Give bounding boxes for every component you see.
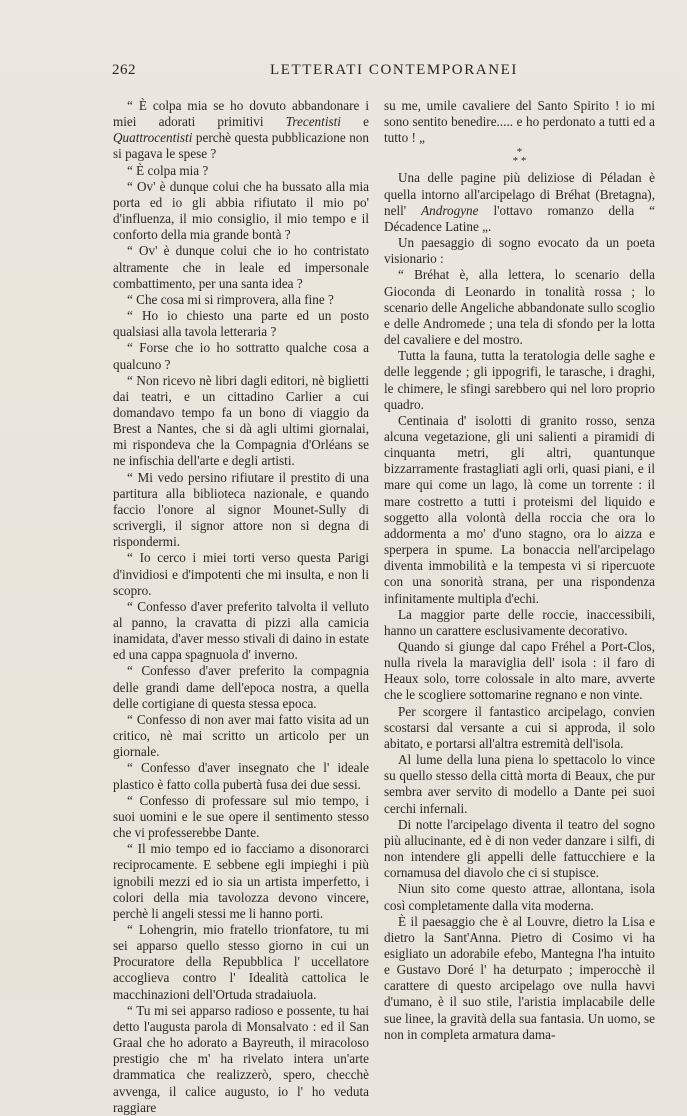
left-column-paragraph: “ Mi vedo persino rifiutare il prestito di una partitura alla biblioteca nazionale, e quando faccio l'onore al signor Mounet-Sully di scrivergli, il signor attore non si degna di rispondermi. <box>113 469 369 550</box>
right-text-column <box>384 98 655 1043</box>
running-title: LETTERATI CONTEMPORANEI <box>270 62 519 78</box>
left-column-paragraph: “ Non ricevo nè libri dagli editori, nè biglietti dai teatri, e un cittadino Carlier a cui domandavo tempo fa un bono di viaggio da Brest a Nantes, che si dà agli ultimi giornalai, mi rispondeva che la Compagnia d'Orléans se ne infischia dell'arte e degli artisti. <box>113 372 369 469</box>
left-column-paragraph: “ Forse che io ho sottratto qualche cosa a qualcuno ? <box>113 340 369 372</box>
left-column-paragraph: “ Confesso d'aver preferito talvolta il velluto al panno, la cravatta di pizzi alla camicia inamidata, d'aver messo stivali di daino in estate ed una cappa spagnuola d' inverno. <box>113 598 369 663</box>
left-column-paragraph: “ Io cerco i miei torti verso questa Parigi d'invidiosi e d'impotenti che mi insulta, e non li scopro. <box>113 550 369 598</box>
left-column-paragraph: “ È colpa mia se ho dovuto abbandonare i miei adorati primitivi Trecentisti e Quattrocentisti perchè questa pubblicazione non si pagava le spese ? <box>113 98 369 162</box>
left-column-paragraph: “ Ov' è dunque colui che io ho contristato altramente che in leale ed impersonale combattimento, per una santa idea ? <box>113 243 369 291</box>
right-column-paragraph: Centinaia d' isolotti di granito rosso, senza alcuna vegetazione, gli uni salienti a piramidi di cinquanta metri, gli altri, quantunque bizzarramente frastagliati agli orli, quasi piani, e il mare qui come un lago, là come un torrente : il mare costretto a tutti i proteismi del liquido e soggetto alla volontà della roccia che ora lo addormenta a mo' d'uno stagno, ora lo aizza e sperpera in spume. La bonaccia nell'arcipelago diventa immobilità e la tempesta vi si ripercuote con una sonorità strana, per una rispondenza infinitamente multipla d'echi. <box>384 412 655 606</box>
left-text-column <box>113 98 369 1116</box>
right-column-paragraph: Un paesaggio di sogno evocato da un poeta visionario : <box>384 235 655 267</box>
right-column-paragraph: Per scorgere il fantastico arcipelago, convien scostarsi dal versante a cui si approda, il solo abitato, e portarsi all'altra estremità dell'isola. <box>384 703 655 751</box>
left-column-paragraph: “ Lohengrin, mio fratello trionfatore, tu mi sei apparso quello stesso giorno in cui un Procuratore della Repubblica l' uccellatore accoglieva contro l' Idealità cattolica le macchinazioni dell'Ortuda stradaiuola. <box>113 921 369 1002</box>
page-header <box>112 62 652 82</box>
left-column-paragraph: “ Tu mi sei apparso radioso e possente, tu hai detto l'augusta parola di Monsalvato : ed il San Graal che ho adorato a Bayreuth, il miracoloso prestigio che m' ha rivelato intera un'arte drammatica che realizzerò, spero, checchè avvenga, il calice augusto, io l' ho veduta raggiare <box>113 1002 369 1115</box>
page-number: 262 <box>112 62 136 78</box>
left-column-paragraph: “ Confesso di professare sul mio tempo, i suoi uomini e le sue opere il sentimento stesso che vi professerebbe Dante. <box>113 792 369 841</box>
right-column-paragraph: Al lume della luna piena lo spettacolo lo vince su quello stesso della città morta di Beaux, che pur sembra aver servito di modello a Dante pei suoi cerchi infernali. <box>384 752 655 816</box>
right-column-paragraph: Quando si giunge dal capo Fréhel a Port-Clos, nulla rivela la maraviglia dell' isola : il faro di Heaux solo, torre colossale in alto mare, avverte che le scogliere sottomarine regnano e non vinte. <box>384 639 655 703</box>
left-column-paragraph: “ È colpa mia ? <box>127 162 209 178</box>
left-column-paragraph: “ Ov' è dunque colui che ha bussato alla mia porta ed io gli abbia rifiutato il mio po' d'influenza, il mio consiglio, il mio tempo e il conforto della mia grande bontà ? <box>113 178 369 243</box>
left-column-paragraph: “ Il mio tempo ed io facciamo a disonorarci reciprocamente. E sebbene egli impieghi i più ignobili mezzi ed io sia un artista imperfetto, i colori della mia tavolozza devono vincere, perchè li angeli stessi me li hanno porti. <box>113 841 369 921</box>
right-column-paragraph: Una delle pagine più deliziose di Péladan è quella intorno all'arcipelago di Bréhat (Bretagna), nell' Androgyne l'ottavo romanzo della “ Décadence Latine „. <box>384 170 655 234</box>
right-column-paragraph: La maggior parte delle roccie, inaccessibili, hanno un carattere esclusivamente decorativo. <box>384 606 655 638</box>
right-column-paragraph: Di notte l'arcipelago diventa il teatro del sogno più allucinante, ed è di non veder danzare i silfi, di non intendere gli appelli delle fattucchiere e la cornamusa del diavolo che ci si stupisce. <box>384 816 655 881</box>
right-column-paragraph: Niun sito come questo attrae, allontana, isola così completamente dalla vita moderna. <box>384 881 655 913</box>
left-column-paragraph: “ Ho io chiesto una parte ed un posto qualsiasi alla tavola letteraria ? <box>113 308 369 340</box>
left-column-paragraph: “ Confesso d'aver insegnato che l' ideale plastico è fatto colla pubertà fusa dei due sessi. <box>113 760 369 792</box>
left-column-paragraph: “ Confesso d'aver preferito la compagnia delle grandi dame dell'epoca nostra, a quella delle cortigiane di questa stessa epoca. <box>113 663 369 711</box>
left-column-paragraph: “ Che cosa mi si rimprovera, alla fine ? <box>127 291 334 307</box>
right-column-paragraph: Tutta la fauna, tutta la teratologia delle saghe e delle leggende ; gli ippogrifi, le tarasche, i draghi, le chimere, le sfingi sarebbero qui nel loro proprio quadro. <box>384 348 655 412</box>
section-break-asterisks: * * * <box>512 146 527 168</box>
right-column-paragraph: È il paesaggio che è al Louvre, dietro la Lisa e dietro la Sant'Anna. Pietro di Cosimo vi ha esigliato un adorabile efebo, Mantegna l'ha intuito e Gustavo Doré l' ha deturpato ; imperocchè il carattere di questo arcipelago ove nulla havvi d'umano, è il suo stile, l'aristia implacabile delle sue linee, la gravità della sua fantasia. Un uomo, se non in completa armatura dama- <box>384 913 655 1042</box>
right-column-paragraph: “ Bréhat è, alla lettera, lo scenario della Gioconda di Leonardo in tonalità rossa ; lo scenario delle Angeliche abbandonate sullo scoglio e delle Andromede ; una tela di sfondo per la lotta del cavaliere e del mostro. <box>384 267 655 348</box>
left-column-paragraph: “ Confesso di non aver mai fatto visita ad un critico, nè mai scritto un articolo per un giornale. <box>113 711 369 760</box>
right-column-paragraph: su me, umile cavaliere del Santo Spirito ! io mi sono sentito benedire..... e ho perdonato a tutti ed a tutto ! „ <box>384 98 655 146</box>
